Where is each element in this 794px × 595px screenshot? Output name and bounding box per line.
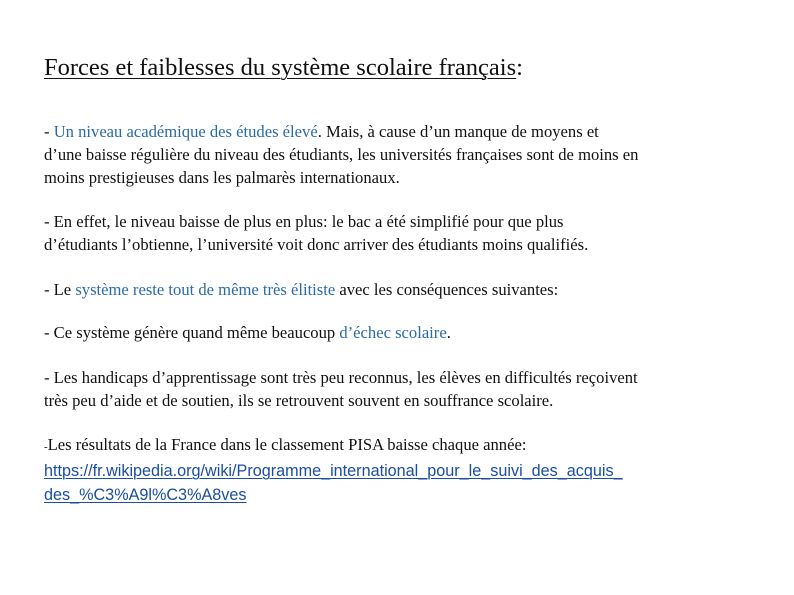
paragraph-line [44, 278, 774, 301]
text-pre: - Le [44, 280, 76, 299]
text-pre: - Ce système génère quand même beaucoup [44, 323, 340, 342]
text-post: avec les conséquences suivantes: [335, 280, 559, 299]
wikipedia-link-part-1[interactable]: https://fr.wikipedia.org/wiki/Programme_international_pour_le_suivi_des_acquis_ [44, 462, 623, 480]
slide-title [44, 52, 523, 84]
slide-title-colon: : [516, 54, 523, 81]
wikipedia-link-part-2[interactable]: des_%C3%A9l%C3%A8ves [44, 486, 247, 504]
paragraph-line: moins prestigieuses dans les palmarès internationaux. [44, 168, 400, 187]
slide-title-text: Forces et faiblesses du système scolaire français [44, 54, 517, 81]
paragraph-elitist-system [44, 278, 774, 301]
paragraph-declining-level [44, 210, 774, 256]
paragraph-line: très peu d’aide et de soutien, ils se retrouvent souvent en souffrance scolaire. [44, 391, 554, 410]
paragraph-line: d’une baisse régulière du niveau des étudiants, les universités françaises sont de moins en [44, 145, 639, 164]
paragraph-line: d’étudiants l’obtienne, l’université voit donc arriver des étudiants moins qualifiés. [44, 235, 589, 254]
paragraph-learning-disabilities [44, 366, 774, 412]
paragraph-line [44, 433, 774, 459]
paragraph-line [44, 321, 774, 344]
paragraph-academic-level [44, 120, 774, 189]
paragraph-school-failure [44, 321, 774, 344]
paragraph-line [44, 120, 774, 143]
pisa-text: Les résultats de la France dans le classement PISA baisse chaque année: [47, 435, 527, 454]
paragraph-line [44, 459, 774, 483]
paragraph-line [44, 483, 774, 507]
highlight-school-failure: d’échec scolaire [339, 323, 447, 342]
dash: - [44, 122, 54, 141]
line-rest: . Mais, à cause d’un manque de moyens et [317, 122, 599, 141]
paragraph-pisa-results [44, 433, 774, 507]
text-post: . [446, 323, 451, 342]
paragraph-line: - Les handicaps d’apprentissage sont très peu reconnus, les élèves en difficultés reçoivent [44, 368, 638, 387]
paragraph-line: - En effet, le niveau baisse de plus en plus: le bac a été simplifié pour que plus [44, 212, 564, 231]
highlight-academic-level: Un niveau académique des études élevé [53, 122, 318, 141]
dash: - [44, 441, 48, 453]
highlight-elitist: système reste tout de même très élitiste [75, 280, 336, 299]
